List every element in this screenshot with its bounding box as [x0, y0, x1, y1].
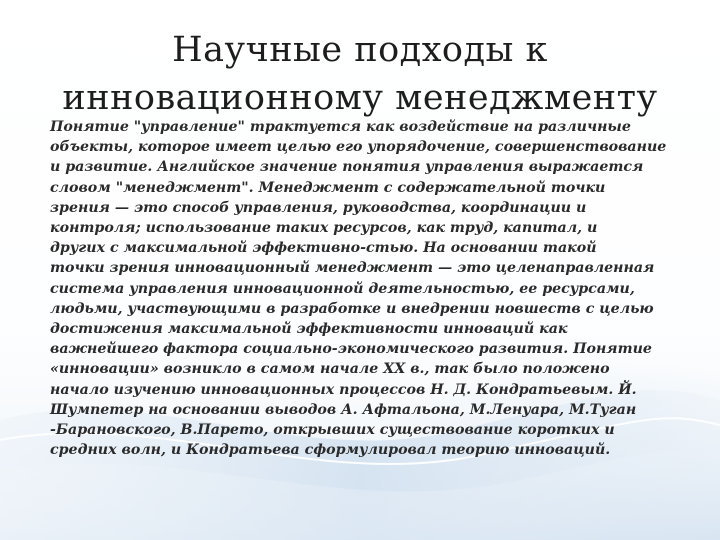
body-line: точки зрения инновационный менеджмент — это целенаправленная [50, 260, 655, 277]
body-line: и развитие. Английское значение понятия управления выражается [50, 159, 644, 176]
body-line: «инновации» возникло в самом начале XX в., так было положено [50, 361, 610, 378]
body-line: зрения — это способ управления, руководства, координации и [50, 199, 587, 216]
title-line: Научные подходы к [172, 30, 548, 70]
body-line: Шумпетер на основании выводов А. Афтальона, М.Ленуара, М.Туган [50, 401, 637, 418]
body-line: начало изучению инновационных процессов Н. Д. Кондратьевым. Й. [50, 381, 637, 398]
body-line: средних волн, и Кондратьева сформулировал теорию инноваций. [50, 442, 611, 459]
body-line: объекты, которое имеет целью его упорядочение, совершенствование [50, 139, 667, 156]
title-line: инновационному менеджменту [62, 78, 658, 118]
body-line: система управления инновационной деятельностью, ее ресурсами, [50, 280, 635, 297]
body-line: других с максимальной эффективно-стью. На основании такой [50, 240, 597, 257]
body-line: важнейшего фактора социально-экономического развития. Понятие [50, 341, 652, 358]
body-line: словом "менеджмент". Менеджмент с содержательной точки [50, 179, 606, 196]
body-text [50, 117, 675, 460]
body-line: Понятие "управление" трактуется как воздействие на различные [50, 119, 631, 135]
body-line: достижения максимальной эффективности инноваций как [50, 321, 568, 338]
body-line: -Барановского, В.Парето, открывших существование коротких и [50, 422, 615, 439]
slide-title [40, 26, 680, 122]
body-line: контроля; использование таких ресурсов, как труд, капитал, и [50, 220, 598, 237]
body-line: людьми, участвующими в разработке и внедрении новшеств с целью [50, 300, 654, 317]
